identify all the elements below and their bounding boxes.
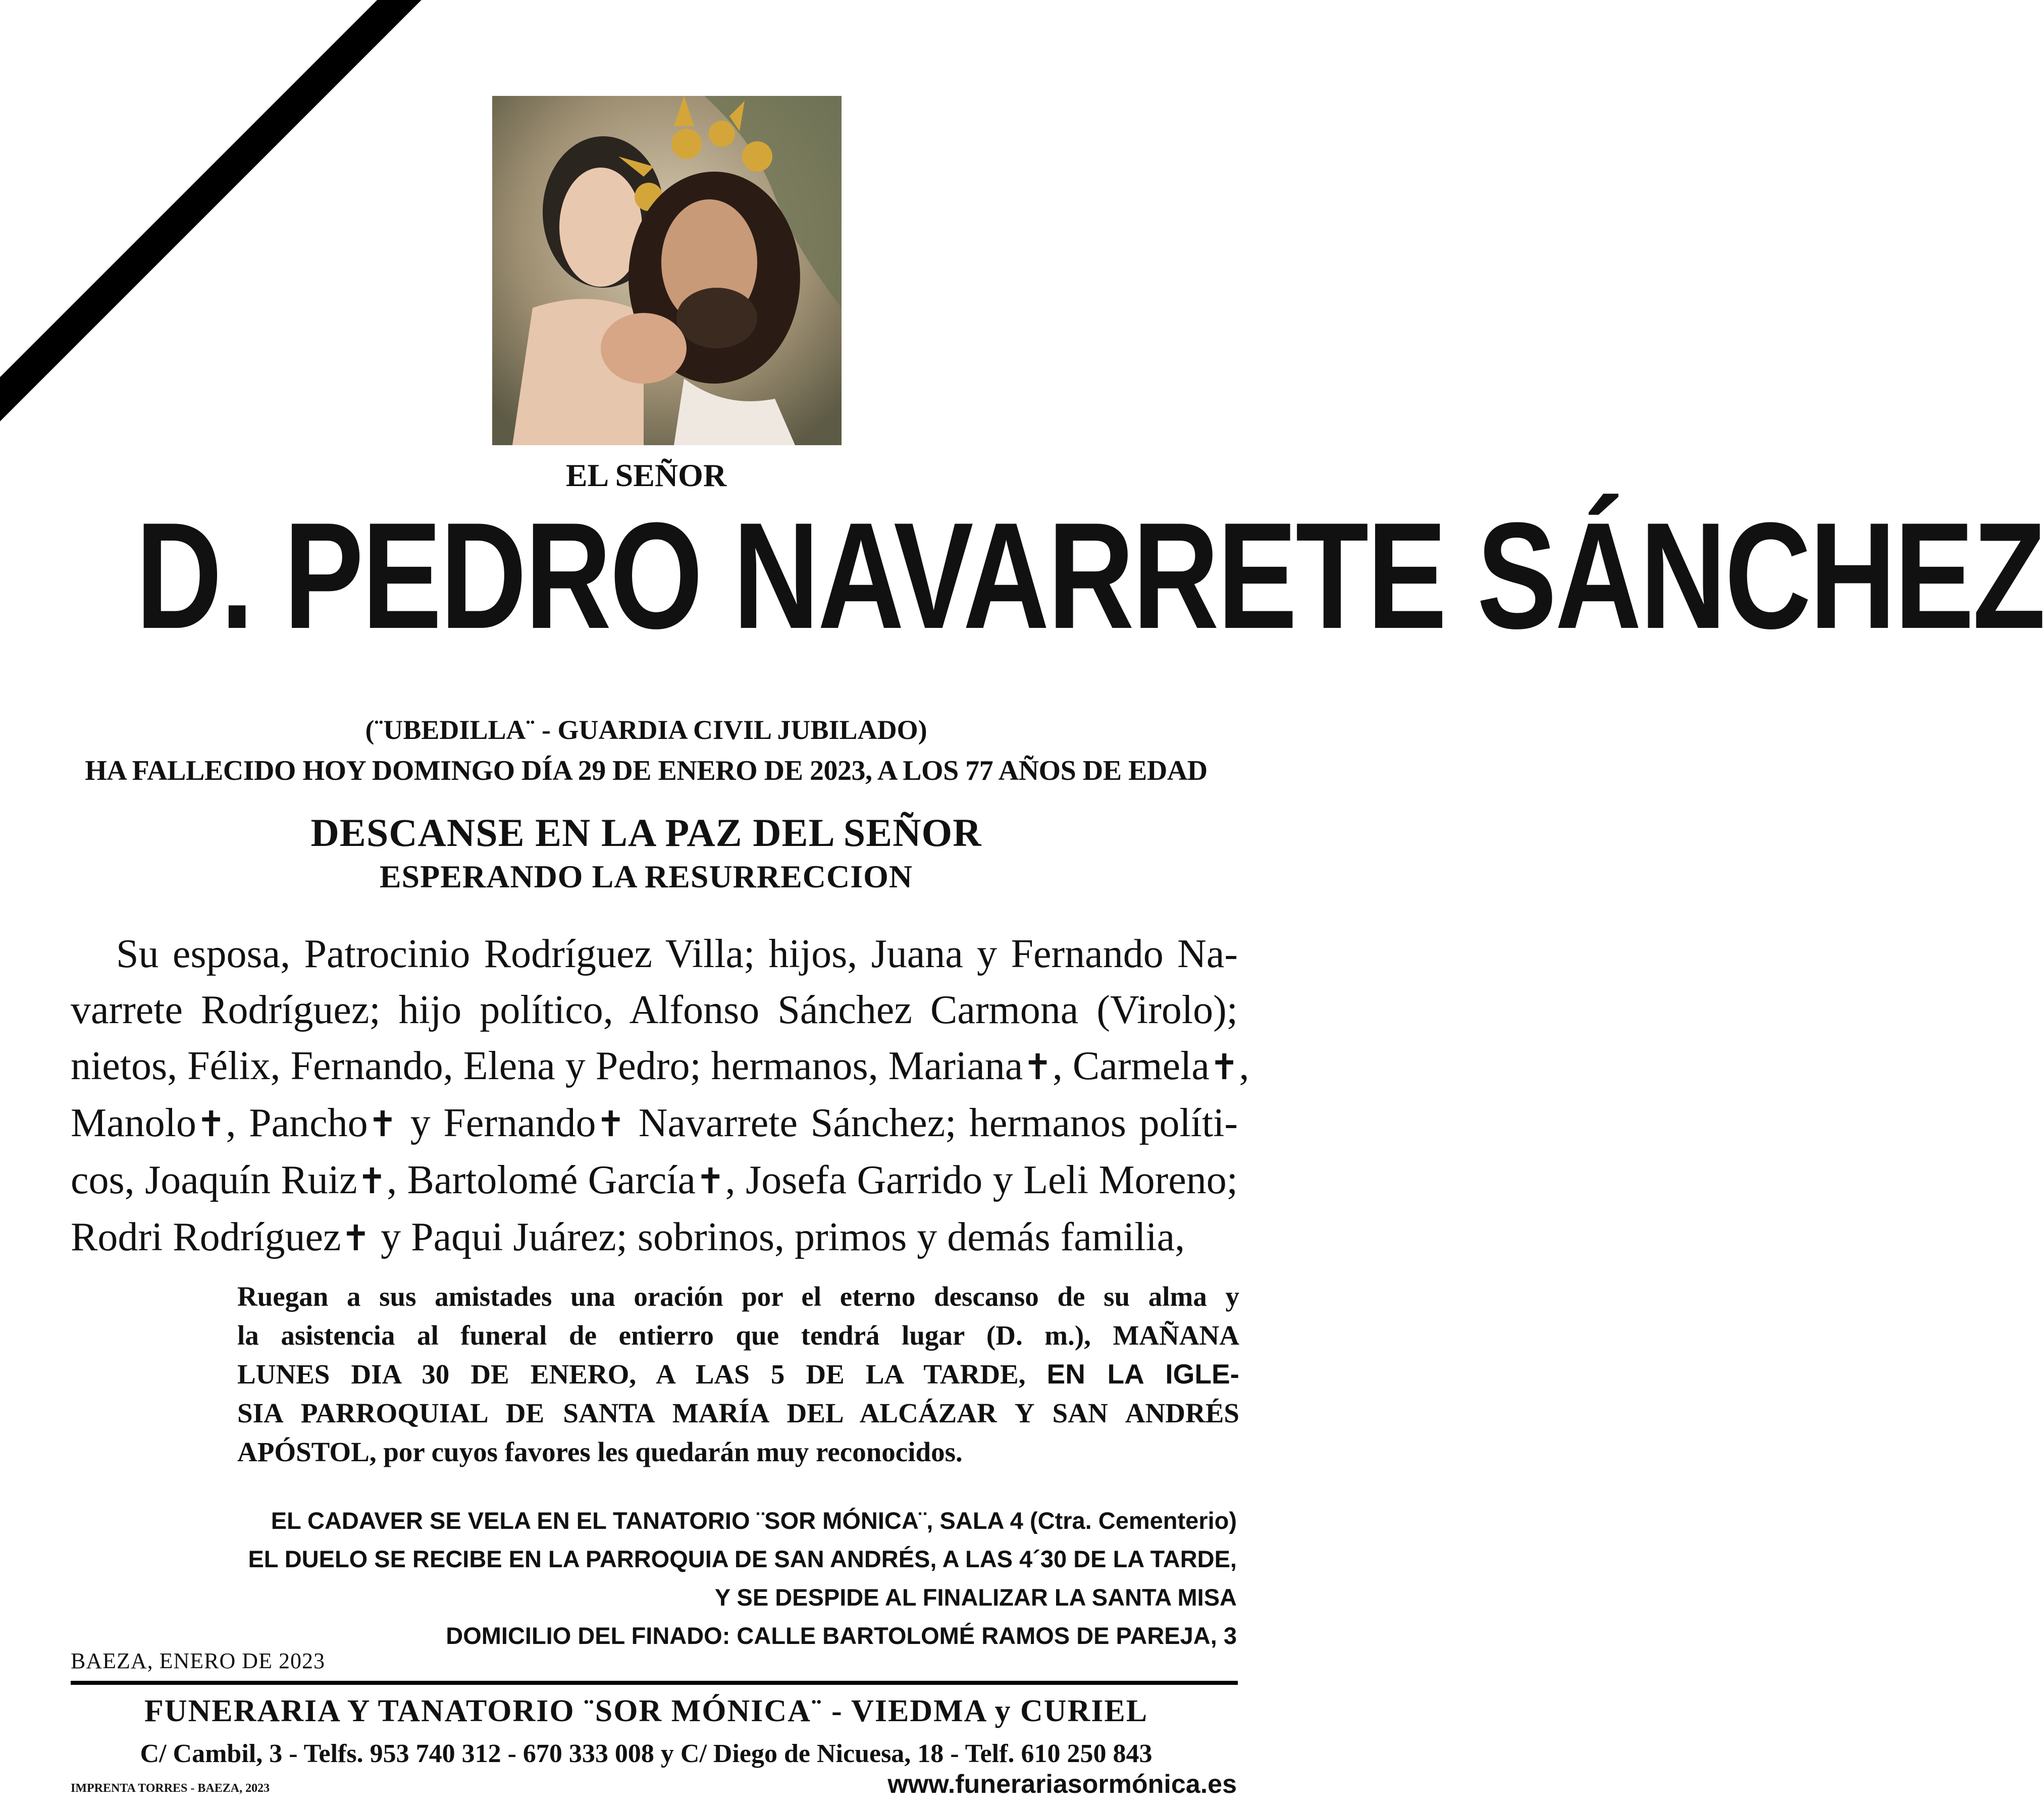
family-line: Su esposa, Patrocinio Rodríguez Villa; hijos, Juana y Fernando Na- [116,932,1238,976]
cross-icon: ✝ [341,1217,371,1259]
cross-icon: ✝ [1023,1046,1053,1088]
funeral-invitation [237,1277,1239,1471]
invitation-line: SIA PARROQUIAL DE SANTA MARÍA DEL ALCÁZAR Y SAN ANDRÉS [237,1398,1239,1428]
family-line: cos, Joaquín Ruiz✝, Bartolomé García✝, Josefa Garrido y Leli Moreno; [71,1158,1238,1202]
family-line: Manolo✝, Pancho✝ y Fernando✝ Navarrete Sánchez; hermanos políti- [71,1101,1238,1145]
family-line: nietos, Félix, Fernando, Elena y Pedro; hermanos, Mariana✝, Carmela✝, [71,1044,1249,1088]
nickname-line: (¨UBEDILLA¨ - GUARDIA CIVIL JUBILADO) [365,715,927,745]
portrait-image [492,96,842,445]
farewell-info: Y SE DESPIDE AL FINALIZAR LA SANTA MISA [714,1584,1237,1611]
printer-credit: IMPRENTA TORRES - BAEZA, 2023 [71,1782,270,1795]
deceased-name: D. PEDRO NAVARRETE SÁNCHEZ [135,491,2044,660]
mourning-band [0,0,493,428]
cross-icon: ✝ [596,1103,626,1145]
invitation-line: la asistencia al funeral de entierro que tendrá lugar (D. m.), MAÑANA [237,1320,1239,1351]
website-link[interactable]: www.funerariasormónica.es [887,1770,1237,1799]
cross-icon: ✝ [368,1103,398,1145]
family-line: varrete Rodríguez; hijo político, Alfonso Sánchez Carmona (Virolo); [71,988,1238,1032]
invitation-line: Ruegan a sus amistades una oración por el eterno descanso de su alma y [237,1281,1239,1312]
title-honorific: EL SEÑOR [565,457,727,493]
footer-divider [71,1681,1238,1685]
cross-icon: ✝ [196,1103,226,1145]
funeral-home-name: FUNERARIA Y TANATORIO ¨SOR MÓNICA¨ - VIEDMA y CURIEL [144,1694,1148,1728]
family-paragraph [71,926,1249,1266]
invitation-line: APÓSTOL, por cuyos favores les quedarán muy reconocidos. [237,1436,963,1467]
religious-sculpture-image [492,96,842,445]
family-line: Rodri Rodríguez✝ y Paqui Juárez; sobrinos, primos y demás familia, [71,1215,1185,1259]
place-date: BAEZA, ENERO DE 2023 [71,1648,325,1673]
prayer-sub: ESPERANDO LA RESURRECCION [379,859,913,894]
wake-location: EL CADAVER SE VELA EN EL TANATORIO ¨SOR MÓNICA¨, SALA 4 (Ctra. Cementerio) [271,1507,1237,1534]
home-address: DOMICILIO DEL FINADO: CALLE BARTOLOMÉ RAMOS DE PAREJA, 3 [446,1622,1237,1649]
cross-icon: ✝ [357,1160,387,1202]
invitation-line: LUNES DIA 30 DE ENERO, A LAS 5 DE LA TARDE, EN LA IGLE- [237,1358,1239,1390]
cross-icon: ✝ [695,1160,725,1202]
cross-icon: ✝ [1209,1046,1239,1088]
prayer-main: DESCANSE EN LA PAZ DEL SEÑOR [310,811,982,855]
service-details [248,1502,1237,1655]
funeral-home-addresses: C/ Cambil, 3 - Telfs. 953 740 312 - 670 333 008 y C/ Diego de Nicuesa, 18 - Telf. 610 250 843 [140,1739,1152,1768]
death-announcement: HA FALLECIDO HOY DOMINGO DÍA 29 DE ENERO DE 2023, A LOS 77 AÑOS DE EDAD [85,755,1208,786]
condolence-info: EL DUELO SE RECIBE EN LA PARROQUIA DE SAN ANDRÉS, A LAS 4´30 DE LA TARDE, [248,1546,1237,1572]
